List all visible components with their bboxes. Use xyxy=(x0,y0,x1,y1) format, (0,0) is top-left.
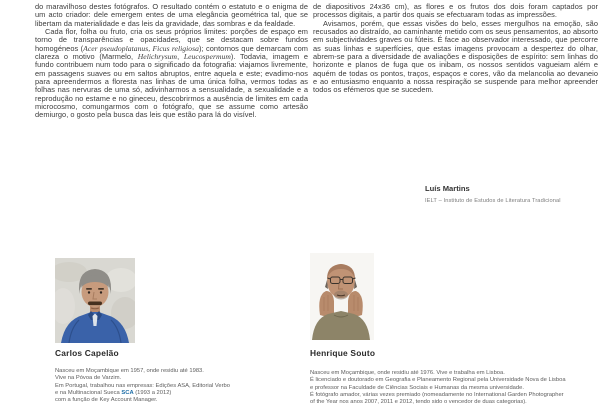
portrait-photo-henrique xyxy=(310,253,374,340)
bio-line: Nasceu em Moçambique em 1957, onde residiu até 1983. xyxy=(55,368,204,374)
bio-line: com a função de Key Account Manager. xyxy=(55,397,158,404)
signature-affiliation: IELT – Instituto de Estudos de Literatura Tradicional xyxy=(425,198,561,204)
paragraph: Cada flor, folha ou fruto, cria os seus próprios limites: porções de espaço em torno de transparências e opacidades, que se destacam sobre fundos homogéneos (Acer pseudoplatanus, Ficus religiosa); contornos que demarcam com clareza o motivo (Marmelo, Helichrysum, Leucospermum). Todavia, imagem e fundo contribuem num todo para o significado da fotografia: viajamos livremente, em passagens suaves ou em saltos abruptos, entre aquela e este; evadimo-nos para apreendermos a floresta nas linhas de uma única folha, vermos todas as folhas nas nervuras de uma só, adivinharmos a sensualidade, a sexualidade e a reprodução no estame e no gineceu, descobrirmos a ausência de limites em cada microcosmo, comungarmos com o fotógrafo, que se assume como artesão demiurgo, o gosto pela busca das leis que estão para lá do visível. xyxy=(35,27,308,120)
bio-line: Em Portugal, trabalhou nas empresas: Edições ASA, Editorial Verbo xyxy=(55,382,230,389)
bio-line: Nasceu em Moçambique, onde residiu até 1976. Vive e trabalha em Lisboa. xyxy=(310,370,505,376)
bio-line: of the Year nos anos 2007, 2011 e 2012, tendo sido o vencedor de duas categorias). xyxy=(310,399,527,406)
article-column-left xyxy=(35,3,308,120)
author-name-carlos: Carlos Capelão xyxy=(55,348,119,358)
portrait-photo-carlos xyxy=(55,258,135,343)
bio-line: Vive na Póvoa de Varzim. xyxy=(55,375,122,382)
paragraph-continued: do maravilhoso destes fotógrafos. O resultado contém o estatuto e o enigma de um acto criador: dele emergem entes de uma elegância geométrica tal, que se libertam da materialidade e das leis da gravidade, das sombras e da fealdade. xyxy=(35,2,308,28)
bio-line: É licenciado e doutorado em Geografia e Planeamento Regional pela Universidade Nova de Lisboa xyxy=(310,377,566,384)
signature-block xyxy=(425,184,561,204)
bio-line: É fotógrafo amador, várias vezes premiado (nomeadamente no International Garden Photographer xyxy=(310,392,564,399)
bio-line: e na Multinacional Sueca SCA (1993 a 2012) xyxy=(55,390,172,397)
author-name-henrique: Henrique Souto xyxy=(310,348,376,358)
paragraph-continued: de diapositivos 24x36 cm), as flores e os frutos dos dois foram captados por processos digitais, a partir dos quais se efectuaram todas as impressões. xyxy=(313,2,598,20)
paragraph: Avisamos, porém, que essas visões do belo, esses mergulhos na emoção, são recusados ao distraído, ao caminhante metido com os seus pensamentos, ao absorto em subjectividades graves ou fúteis. É face ao observador interessado, que percorre as suas linhas e superfícies, que estas imagens provocam a despertez do olhar, abrem-se para a diversidade de avaliações e disposições de espírito: sem linhas do horizonte e planos de fuga que os inibam, os nossos sentidos vagueiam além e aquém de todas os pontos, traços, espaços e cores, vão da melancolia ao devaneio e ao entusiasmo enquanto a nossa respiração se suspende para melhor apreender todos os efémeros que se sucedem. xyxy=(313,18,598,95)
author-bio-carlos xyxy=(55,368,230,405)
signature-name: Luís Martins xyxy=(425,184,470,193)
article-column-right xyxy=(313,3,598,95)
author-bio-henrique xyxy=(310,370,566,407)
bio-line: e professor na Faculdade de Ciências Sociais e Humanas da mesma universidade. xyxy=(310,384,524,391)
